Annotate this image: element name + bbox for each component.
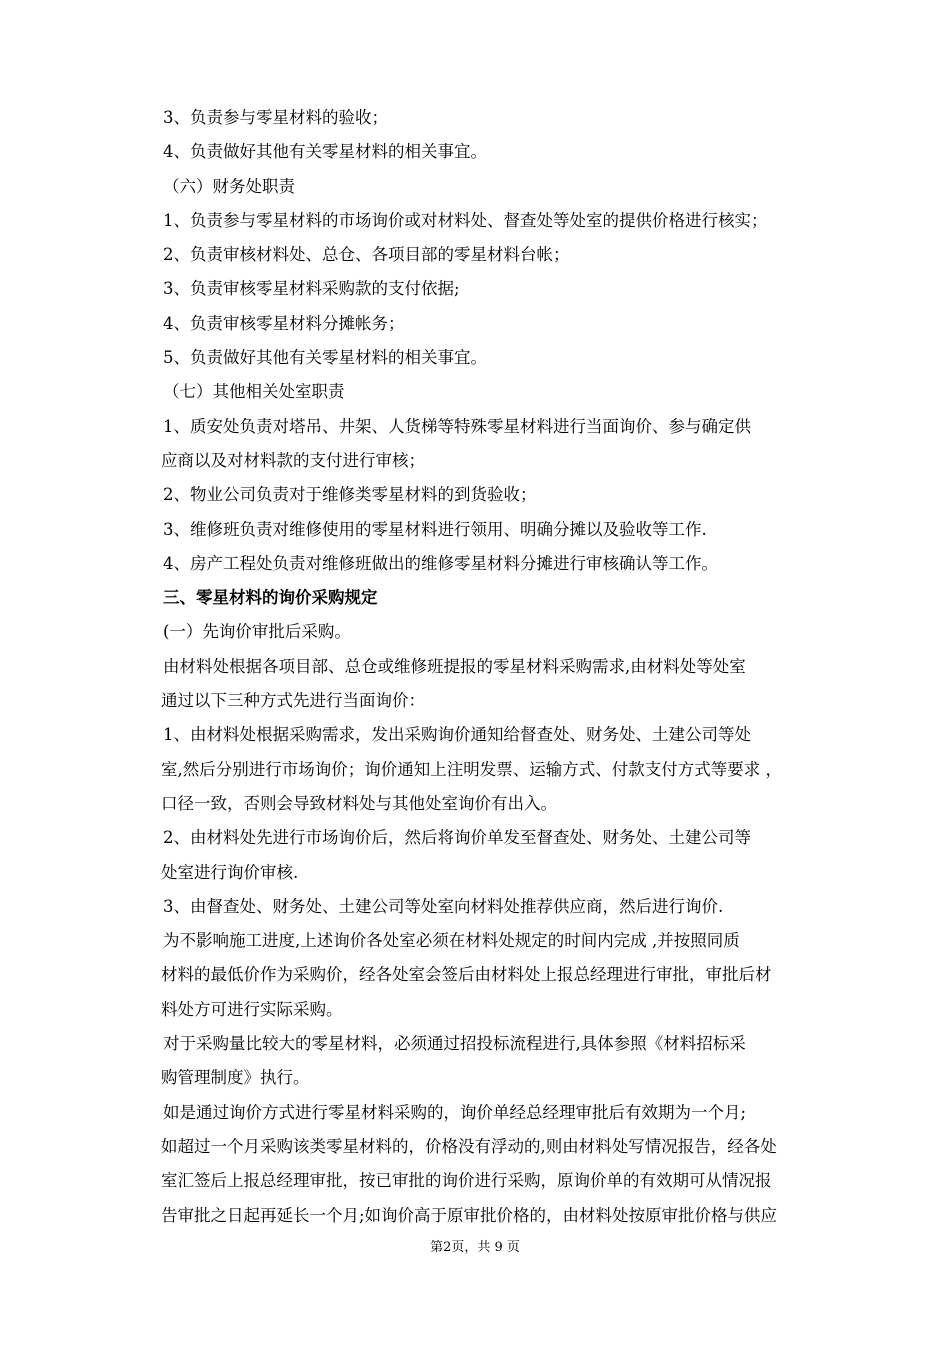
list-item: 3、由督查处、财务处、土建公司等处室向材料处推荐供应商，然后进行询价. — [163, 896, 724, 916]
section-subheading: （七）其他相关处室职责 — [163, 382, 345, 402]
paragraph-line: 购管理制度》执行。 — [161, 1068, 310, 1088]
page-content — [163, 101, 853, 1233]
section-subheading: （六）财务处职责 — [163, 176, 295, 196]
paragraph-line: 材料的最低价作为采购价，经各处室会签后由材料处上报总经理进行审批，审批后材 — [161, 965, 772, 985]
paragraph-line: 由材料处根据各项目部、总仓或维修班提报的零星材料采购需求,由材料处等处室 — [163, 656, 746, 676]
list-item: 4、房产工程处负责对维修班做出的维修零星材料分摊进行审核确认等工作。 — [163, 553, 718, 573]
page-footer: 第2页，共 9 页 — [430, 1240, 520, 1255]
paragraph-line: 告审批之日起再延长一个月;如询价高于原审批价格的，由材料处按原审批价格与供应 — [161, 1205, 778, 1225]
paragraph-line: 为不影响施工进度,上述询价各处室必须在材料处规定的时间内完成 ,并按照同质 — [163, 931, 740, 951]
list-item: 3、负责审核零星材料采购款的支付依据; — [163, 279, 460, 299]
paragraph-line: 口径一致，否则会导致材料处与其他处室询价有出入。 — [161, 793, 557, 813]
paragraph-line: 室汇签后上报总经理审批，按已审批的询价进行采购，原询价单的有效期可从情况报 — [161, 1171, 772, 1191]
list-item: 3、维修班负责对维修使用的零星材料进行领用、明确分摊以及验收等工作. — [163, 519, 707, 539]
list-item: 3、负责参与零星材料的验收； — [163, 108, 388, 127]
list-item: 2、由材料处先进行市场询价后，然后将询价单发至督查处、财务处、土建公司等 — [163, 828, 751, 848]
section-heading: 三、零星材料的询价采购规定 — [163, 588, 378, 608]
paragraph-line: 料处方可进行实际采购。 — [161, 999, 343, 1019]
list-item: 1、质安处负责对塔吊、井架、人货梯等特殊零星材料进行当面询价、参与确定供 — [163, 416, 751, 436]
list-item: 5、负责做好其他有关零星材料的相关事宜。 — [163, 348, 487, 368]
list-item: 4、负责做好其他有关零星材料的相关事宜。 — [163, 142, 487, 162]
paragraph-line: 处室进行询价审核. — [161, 862, 299, 882]
paragraph-line: 通过以下三种方式先进行当面询价： — [161, 691, 425, 711]
paragraph-line: 如超过一个月采购该类零星材料的，价格没有浮动的,则由材料处写情况报告，经各处 — [161, 1136, 777, 1156]
list-item: 2、负责审核材料处、总仓、各项目部的零星材料台帐； — [163, 245, 570, 265]
list-item: 1、由材料处根据采购需求，发出采购询价通知给督查处、财务处、土建公司等处 — [163, 725, 751, 745]
paragraph-line: 如是通过询价方式进行零星材料采购的，询价单经总经理审批后有效期为一个月; — [163, 1102, 747, 1122]
list-item: 2、物业公司负责对于维修类零星材料的到货验收； — [163, 485, 537, 505]
section-subheading: (一）先询价审批后采购。 — [163, 622, 351, 642]
list-item: 4、负责审核零星材料分摊帐务； — [163, 313, 405, 333]
list-item: 1、负责参与零星材料的市场询价或对材料处、督查处等处室的提供价格进行核实； — [163, 210, 768, 230]
paragraph-line: 对于采购量比较大的零星材料，必须通过招投标流程进行,具体参照《材料招标采 — [163, 1034, 746, 1054]
text-line: 应商以及对材料款的支付进行审核； — [161, 450, 425, 470]
paragraph-line: 室,然后分别进行市场询价；询价通知上注明发票、运输方式、付款支付方式等要求 ， — [161, 759, 782, 779]
